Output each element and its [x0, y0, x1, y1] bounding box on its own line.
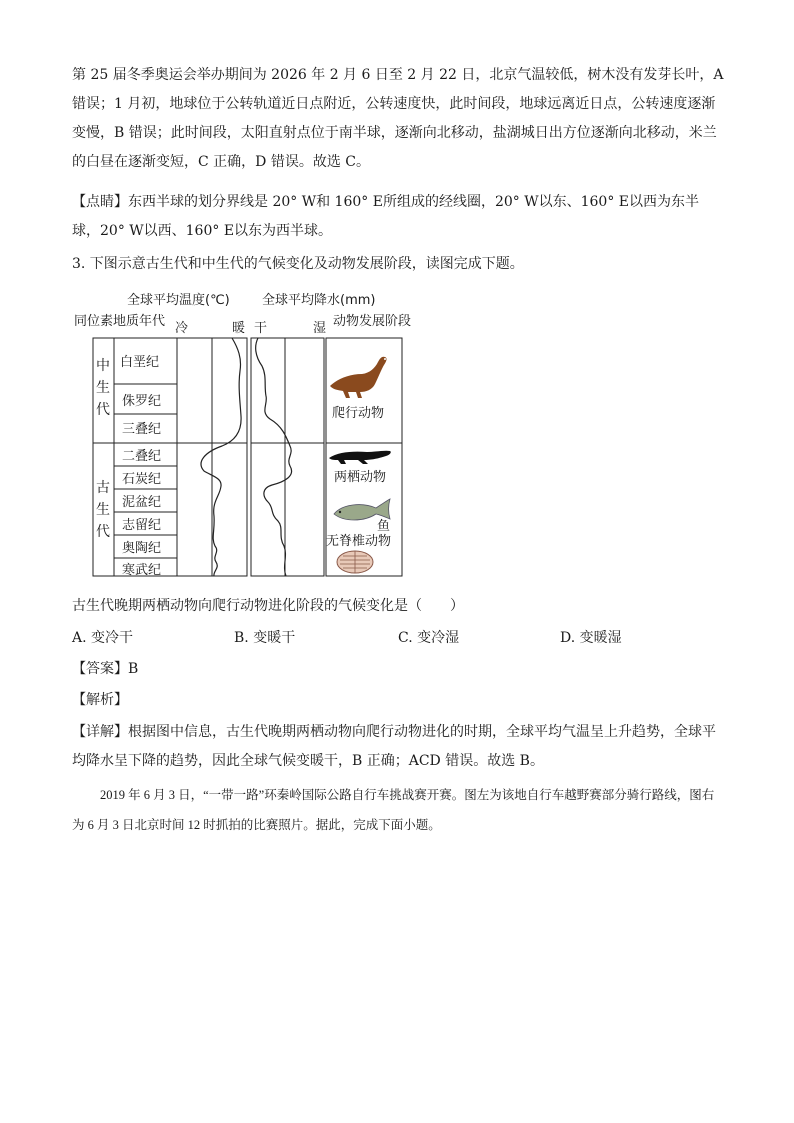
period-row-dividers [93, 384, 247, 558]
dinosaur-icon [330, 357, 387, 398]
analysis-label: 【解析】 [72, 692, 128, 708]
period-carboniferous: 石炭纪 [122, 472, 162, 487]
amphibian-icon [329, 451, 391, 464]
period-cambrian: 寒武纪 [122, 563, 162, 578]
temp-header: 全球平均温度(℃) [127, 293, 230, 308]
option-d[interactable]: D. 变暖湿 [560, 630, 622, 646]
period-permian: 二叠纪 [122, 449, 162, 464]
label-wet: 湿 [313, 321, 327, 336]
animal-reptiles: 爬行动物 [332, 406, 385, 421]
answer-line [72, 655, 724, 684]
period-header: 同位素地质年代 [74, 314, 166, 329]
animal-labels [326, 405, 391, 549]
svg-text:生: 生 [96, 380, 110, 396]
answer-label: 【答案】 [72, 661, 128, 677]
tip-label: 【点睛】 [72, 194, 128, 210]
option-a[interactable]: A. 变冷干 [72, 630, 134, 646]
label-dry: 干 [254, 321, 268, 336]
figure-svg [72, 286, 432, 586]
svg-text:代: 代 [96, 524, 110, 540]
period-jurassic: 侏罗纪 [122, 394, 162, 409]
period-ordovician: 奥陶纪 [122, 541, 162, 556]
next-question-intro: 2019 年 6 月 3 日，“一带一路”环秦岭国际公路自行车挑战赛开赛。图左为该地自行车越野赛部分骑行路线，图右为 6 月 3 日北京时间 12 时抓拍的比赛照片。据此，完成下面小题。 [72, 788, 715, 832]
fish-icon [334, 499, 390, 520]
left-table-frame [93, 338, 247, 576]
svg-text:中: 中 [96, 358, 110, 374]
precip-header: 全球平均降水(mm) [262, 293, 376, 308]
tip-paragraph [72, 188, 724, 246]
answer-value: B [128, 661, 139, 677]
era-paleozoic [96, 479, 110, 540]
period-silurian: 志留纪 [122, 518, 162, 533]
trilobite-icon [337, 551, 373, 573]
option-c[interactable]: C. 变冷湿 [398, 630, 460, 646]
animal-fish: 鱼 [377, 519, 391, 534]
detail-text: 根据图中信息，古生代晚期两栖动物向爬行动物进化的时期，全球平均气温呈上升趋势，全球平均降水呈下降的趋势，因此全球气候变暖干，B 正确；ACD 错误。故选 B。 [72, 724, 716, 769]
detail-paragraph [72, 718, 724, 776]
svg-text:生: 生 [96, 502, 110, 518]
temperature-curve [201, 338, 241, 576]
option-b[interactable]: B. 变暖干 [234, 630, 296, 646]
question-3-intro: 3. 下图示意古生代和中生代的气候变化及动物发展阶段，读图完成下题。 [72, 256, 524, 272]
tip-text: 东西半球的划分界线是 20° W和 160° E所组成的经线圈，20° W以东、160° E以西为东半球，20° W以西、160° E以东为西半球。 [72, 194, 699, 239]
previous-answer-paragraph: 第 25 届冬季奥运会举办期间为 2026 年 2 月 6 日至 2 月 22 日，北京气温较低，树木没有发芽长叶，A 错误；1 月初，地球位于公转轨道近日点附近，公转速度快，此时间段，地球远离近日点，公转速度逐渐变慢，B 错误；此时间段，太阳直射点位于南半球，逐渐向北移动，盐湖城日出方位逐渐向北移动，米兰的白昼在逐渐变短，C 正确，D 错误。故选 C。 [72, 67, 724, 170]
era-mesozoic [96, 357, 110, 418]
svg-text:古: 古 [96, 480, 110, 496]
label-warm: 暖 [232, 321, 246, 336]
period-devonian: 泥盆纪 [122, 495, 162, 510]
animal-amphibians: 两栖动物 [334, 470, 387, 485]
label-cold: 冷 [175, 321, 189, 336]
climate-animal-figure [72, 286, 432, 586]
svg-text:代: 代 [96, 402, 110, 418]
precipitation-curve [256, 338, 292, 576]
middle-table-frame [251, 338, 324, 576]
animal-header: 动物发展阶段 [333, 314, 412, 329]
period-cretaceous: 白垩纪 [120, 355, 160, 370]
detail-label: 【详解】 [72, 724, 128, 740]
question-stem: 古生代晚期两栖动物向爬行动物进化阶段的气候变化是（ ） [72, 598, 464, 614]
animal-invertebrates: 无脊椎动物 [326, 534, 392, 549]
answer-options [72, 624, 724, 652]
period-triassic: 三叠纪 [122, 422, 162, 437]
